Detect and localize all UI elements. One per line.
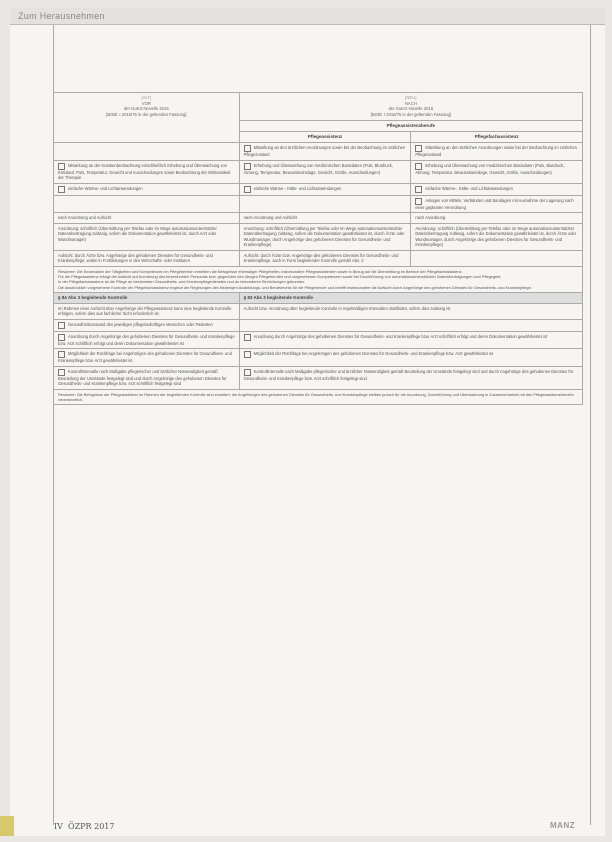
cell-text: Mitwirkung an der Krankenbeobachtung einschließlich Erhebung und Überwachung von Kreislauf, Puls, Temperatur, Gewicht und Ausscheidungen sowie Beobachtung der Wirksamkeit der Therapie	[58, 162, 231, 181]
remark-paragraph: Resümee: Die Einzeldaten der Tätigkeiten und Kompetenzen im Pflegebereich erweitern die Befugnisse ehemaliger Pflegehelfer, insbesondere Pflegeassistenten sowie in Bezug auf die Übermittlung im Bereich der Pflegefachassistenz.	[58, 268, 463, 274]
publisher-logo: MANZ	[550, 821, 576, 830]
page-header	[10, 8, 605, 25]
check-left-2	[54, 331, 240, 349]
anordnung-row	[54, 223, 583, 250]
cell-left-3	[54, 195, 240, 213]
anordnung-pfa: Anordnung: schriftlich (Übermittlung per Telefax oder im Wege automationsunterstützter Datenübertragung zulässig, sofern die Dokumentation gewährleistet ist, durch Ärzte oder Wundmanager, durch Angehörige des gehobenen Dienstes für Gesundheits- und Krankenpflege)	[411, 223, 583, 250]
checkbox-icon	[415, 186, 422, 193]
aufsicht-pfa	[411, 250, 583, 266]
check-row	[54, 303, 583, 319]
check-left-4	[54, 366, 240, 389]
cell-pa-1	[239, 160, 411, 183]
left-head-marker: [ALT]	[141, 95, 152, 100]
cell-left-0	[54, 143, 240, 161]
anordnung-pa: Anordnung: schriftlich (Übermittlung per Telefax oder im Wege automationsunterstützter Datenübertragung zulässig, sofern die Dokumentation gewährleistet ist, durch Ärzte oder Wundmanager, durch Angehörige des gehobenen Dienstes für Gesundheits- und Krankenpflege)	[239, 223, 411, 250]
check-text: Kontrollintervalle nach Maßgabe pflegerischer und ärztlicher Notwendigkeit gemäß Beurteilung der Umstände festgelegt sind und durch Angehörige des gehobenen Dienstes für Gesundheits- und Krankenpflege bzw. Arzt schriftlich festgelegt sind	[58, 368, 227, 387]
table-row	[54, 195, 583, 213]
left-head-reference: [BGBl. I 2016/75 in der geltenden Fassung]	[106, 112, 187, 118]
check-row	[54, 319, 583, 331]
checkbox-icon	[415, 198, 422, 205]
check-row	[54, 349, 583, 367]
basis-pfa: nach Anordnung	[411, 213, 583, 224]
right-head-subtitle: der GuKG-Novelle 2016	[388, 106, 434, 112]
col-pflegeassistenz: Pflegeassistenz	[239, 131, 411, 142]
anordnung-left: Anordnung: schriftlich (Übermittlung per Telefax oder im Wege automationsunterstützter Datenübertragung zulässig, sofern die Dokumentation gewährleistet ist, durch Arzt oder Wundmanager)	[54, 223, 240, 250]
check-right-4	[239, 366, 582, 389]
footer-page-label	[54, 822, 114, 831]
checkbox-icon	[58, 186, 65, 193]
checkbox-icon	[58, 322, 65, 329]
cell-text: Anlegen von Mitteln, Verbänden und Bandagen mit Ausnahme der Lagerung nach einer geplanten Verordnung	[415, 197, 574, 210]
left-head-subtitle: der GuKG-Novelle 2016	[123, 106, 169, 112]
table-row	[54, 160, 583, 183]
basis-pa: nach Anordnung und Aufsicht	[239, 213, 411, 224]
left-column-head	[54, 93, 240, 143]
final-remark-row	[54, 389, 583, 405]
check-right-1	[239, 319, 582, 331]
left-head-title: VOR	[141, 100, 151, 106]
checkbox-icon	[244, 186, 251, 193]
aufsicht-left: Aufsicht: durch Ärzte bzw. Angehörige des gehobenen Dienstes für Gesundheits- und Krankenpflege, wobei in Fortbildungen in den Wirtschafts- oder Instituten	[54, 250, 240, 266]
table-row	[54, 143, 583, 161]
basis-row	[54, 213, 583, 224]
check-row	[54, 366, 583, 389]
right-margin-rule	[590, 25, 591, 825]
cell-text: einfache Wärme- und Lichtanwendungen	[68, 185, 143, 191]
section-left-heading: § 84 Abs 3 begleitende Kontrolle	[54, 292, 240, 303]
remark-paragraph: Für die Pflegeassistenz erfolgt die Aufsicht auf Anordnung des bezeichneten Personals bzw. gegenüber den übrigen Pflegeberufen und vorgesehenen Kompetenzen sowie bei Durchführung von automationsunterstützten Datenübertragungen vom Pflegegeld.	[58, 274, 502, 279]
check-text: Anordnung durch Angehörige des gehobenen Dienstes für Gesundheits- und Krankenpflege bzw. Arzt schriftlich erfolgt und deren Dokumentation gewährleistet ist	[58, 333, 235, 346]
check-text: Möglichkeit der Rückfrage bei Angehörigen des gehobenen Dienstes für Gesundheits- und Krankenpflege bzw. Arzt gewährleistet ist	[253, 351, 494, 357]
section-right-heading: § 83 Abs 3 begleitende Kontrolle	[239, 292, 582, 303]
checkbox-icon	[415, 163, 422, 170]
cell-pfa-2	[411, 183, 583, 195]
check-text: Anordnung durch Angehörige des gehobenen Dienstes für Gesundheits- und Krankenpflege bzw. Arzt schriftlich erfolgt und deren Dokumentation gewährleistet ist	[253, 333, 548, 339]
check-right-3	[239, 349, 582, 367]
right-head-title: NACH	[404, 100, 417, 106]
comparison-table	[53, 92, 583, 405]
aufsicht-pa: Aufsicht: durch Ärzte bzw. Angehörige des gehobenen Dienstes für Gesundheits- und Krankenpflege, auch in Form begleitender Kontrolle gemäß Abs. 2	[239, 250, 411, 266]
checkbox-icon	[244, 369, 251, 376]
check-right-0: Aufsicht bzw. Anordnung über begleitende Kontrolle in regelmäßigen Intervallen stattfindet, sofern dies zulässig ist	[239, 303, 582, 319]
cell-pa-2	[239, 183, 411, 195]
checkbox-icon	[244, 163, 251, 170]
table-row	[54, 183, 583, 195]
checkbox-icon	[58, 334, 65, 341]
cell-text: einfache Wärme-, Kälte- und Lichtanwendungen	[253, 185, 342, 191]
remark-paragraph: In der Pflegefachassistenz ist die Pflege an bestimmten Gesundheits- und Krankenpflegediensten und an besonderen Einrichtungen gebunden.	[58, 279, 306, 285]
check-right-2	[239, 331, 582, 349]
col-pflegefachassistenz: Pflegefachassistenz	[411, 131, 583, 142]
cell-left-2	[54, 183, 240, 195]
cell-left-1	[54, 160, 240, 183]
cell-pfa-1	[411, 160, 583, 183]
cell-pa-3	[239, 195, 411, 213]
check-left-0: Im Rahmen einer Aufsicht über Angehörige der Pflegeassistenz kann eine begleitende Kontrolle erfolgen, sofern dies aus fachlicher Sicht erforderlich ist.	[54, 303, 240, 319]
check-text: Möglichkeit der Rückfrage bei Angehörigen des gehobenen Dienstes für Gesundheits- und Krankenpflege bzw. Arzt gewährleistet ist	[58, 351, 232, 364]
right-head-reference: [BGBl. I 2016/75 in der geltenden Fassung]	[370, 112, 451, 118]
remarks-cell	[54, 266, 583, 292]
checkbox-icon	[244, 351, 251, 358]
check-row	[54, 331, 583, 349]
header-title: Zum Herausnehmen	[18, 11, 105, 21]
right-head-marker: [NEU]	[405, 95, 417, 100]
basis-left: nach Anordnung und Aufsicht	[54, 213, 240, 224]
aufsicht-row	[54, 250, 583, 266]
checkbox-icon	[58, 369, 65, 376]
remarks-row	[54, 266, 583, 292]
checkbox-icon	[58, 163, 65, 170]
cell-pfa-3	[411, 195, 583, 213]
cell-text: einfache Wärme-, Kälte- und Lichtanwendungen	[425, 185, 513, 191]
right-column-head	[239, 93, 582, 121]
group-head: Pflegeassistenzberufe	[239, 120, 582, 131]
checkbox-icon	[244, 145, 251, 152]
cell-text: Mitwirkung an den ärztlichen Anordnungen sowie bei der Beobachtung im zeitlichen Pflegezustand	[415, 145, 577, 158]
section-head-row	[54, 292, 583, 303]
page-number: IV	[54, 822, 63, 831]
check-left-1	[54, 319, 240, 331]
remark-paragraph: Die ausdrücklich vorgesehene Kontrolle der Pflegefachassistenz ergänzt die Regelungen des bisherigen Ausbildungs- und Berufsrechts für die Pflegeberufe und betrifft insbesondere die Aufsicht durch Angehörige des gehobenen Dienstes für Gesundheits- und Krankenpflege.	[58, 284, 532, 290]
cell-text: Erhebung und Überwachung von medizinischen Basisdaten (Puls, Blutdruck, Atmung, Temperatur, Bewusstseinslage, Gewicht, Größe, Ausscheidungen)	[243, 162, 393, 175]
cell-pa-0	[239, 143, 411, 161]
final-remark: Resümee: Die Befugnisse der Pflegeassistenz im Rahmen der begleitenden Kontrolle sind erweitert; die Angehörigen des gehobenen Dienstes für Gesundheits- und Krankenpflege bleiben jedoch für die Anordnung, Durchführung und Überwachung in Zusammenarbeit mit den Pflegeassistenzberufen verantwortlich.	[54, 389, 583, 405]
journal-name: ÖZPR 2017	[68, 822, 115, 831]
checkbox-icon	[244, 334, 251, 341]
cell-pfa-0	[411, 143, 583, 161]
checkbox-icon	[415, 145, 422, 152]
check-text: Gesundheitszustand des jeweiligen pflegebedürftigen Menschen oder Patienten	[68, 321, 213, 327]
table-head-row	[54, 93, 583, 121]
check-text: Kontrollintervalle nach Maßgabe pflegerischer und ärztlicher Notwendigkeit gemäß Beurteilung der Umstände festgelegt sind und durch Angehörige des gehobenen Dienstes für Gesundheits- und Krankenpflege bzw. Arzt schriftlich festgelegt sind	[243, 368, 574, 381]
cell-text: Mitwirkung an den ärztlichen Anordnungen sowie bei der Beobachtung im zeitlichen Pflegezustand	[243, 145, 406, 158]
cell-text: Erhebung und Überwachung von medizinischen Basisdaten (Puls, Blutdruck, Atmung, Temperatur, Bewusstseinslage, Gewicht, Größe, Ausscheidungen)	[415, 162, 565, 175]
page-footer	[10, 816, 605, 836]
check-left-3	[54, 349, 240, 367]
checkbox-icon	[58, 351, 65, 358]
